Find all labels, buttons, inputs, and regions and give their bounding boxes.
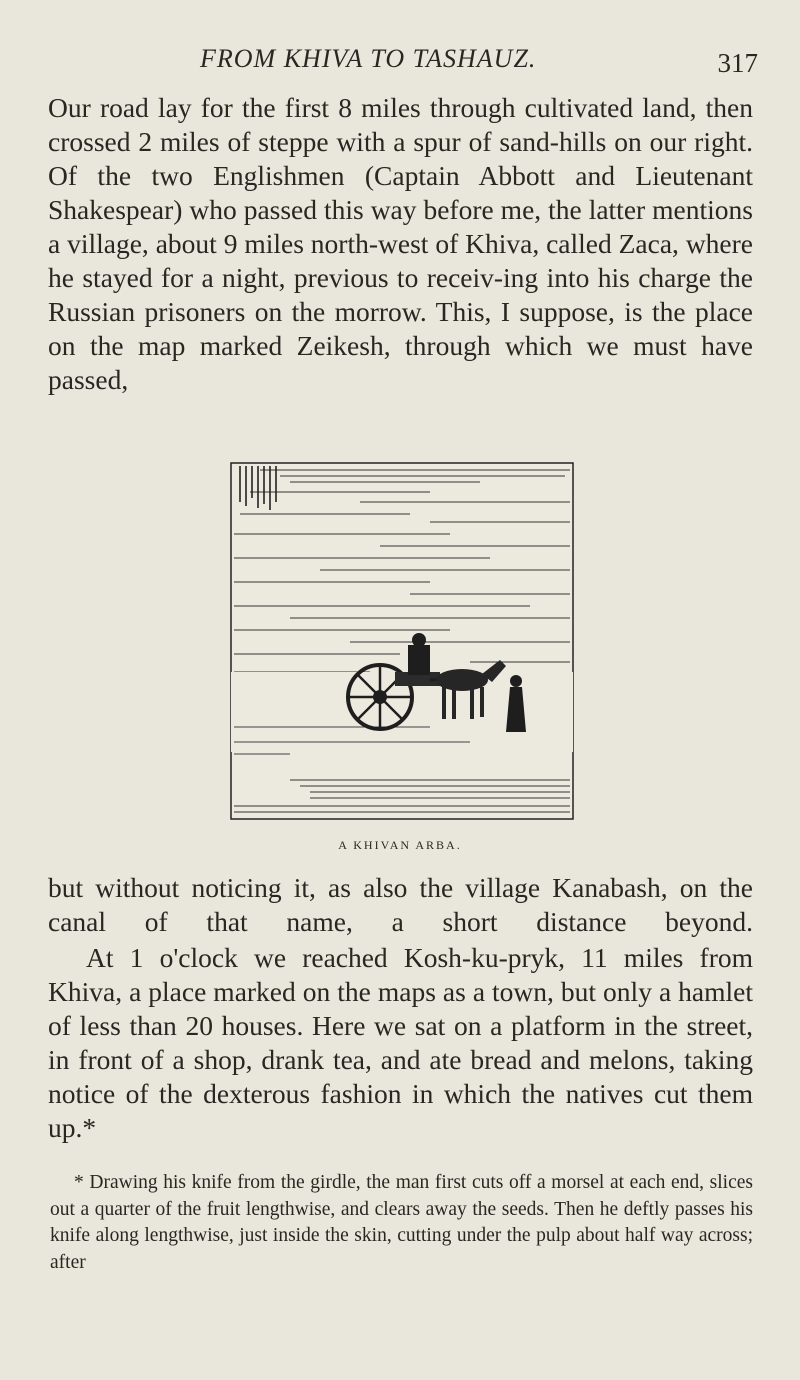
paragraph-3: At 1 o'clock we reached Kosh-ku-pryk, 11 miles from Khiva, a place marked on the maps as a town, but only a hamlet of less than 20 houses. Here we sat on a platform in the street, in front of a shop, drank tea, and ate bread and melons, taking notice of the dexterous fashion in which the natives cut them up.* — [48, 942, 753, 1143]
tree-trunks — [240, 466, 276, 510]
paragraph-2: but without noticing it, as also the village Kanabash, on the canal of that name, a short distance beyond. — [48, 872, 753, 937]
engraving — [230, 462, 574, 822]
page-number: 317 — [717, 48, 758, 78]
running-title: FROM KHIVA TO TASHAUZ. — [200, 44, 537, 73]
illustration-khivan-arba — [230, 462, 574, 822]
page-header — [0, 44, 800, 84]
figure-caption: A KHIVAN ARBA. — [338, 838, 462, 852]
paragraph-1: Our road lay for the first 8 miles through cultivated land, then crossed 2 miles of steppe with a spur of sand-hills on our right. Of the two Englishmen (Captain Abbott and Lieutenant Shakespear) who passed this way before me, the latter mentions a village, about 9 miles north-west of Khiva, called Zaca, where he stayed for a night, previous to receiv-ing into his charge the Russian prisoners on the morrow. This, I suppose, is the place on the map marked Zeikesh, through which we must have passed, — [48, 92, 753, 395]
footnote: * Drawing his knife from the girdle, the man first cuts off a morsel at each end, slices out a quarter of the fruit lengthwise, and clears away the seeds. Then he deftly passes his knife along lengthwise, just inside the skin, cutting under the pulp about half way across; after — [50, 1172, 753, 1273]
